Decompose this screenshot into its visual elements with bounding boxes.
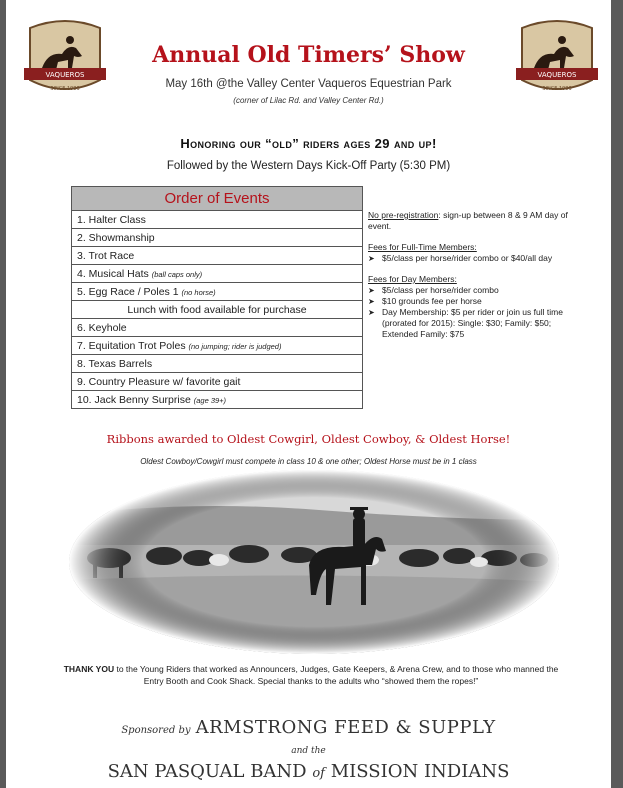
event-label: 7. Equitation Trot Poles	[77, 339, 186, 352]
event-row	[72, 211, 363, 229]
event-label: 5. Egg Race / Poles 1	[77, 285, 179, 298]
fulltime-fees-title: Fees for Full-Time Members:	[368, 242, 477, 252]
day-fees-title: Fees for Day Members:	[368, 274, 457, 284]
band-name-2: MISSION INDIANS	[330, 761, 510, 782]
thank-you-note	[61, 663, 561, 687]
event-cell	[72, 373, 363, 391]
event-cell	[72, 265, 363, 283]
event-label: Lunch with food available for purchase	[127, 303, 307, 316]
event-label: 1. Halter Class	[77, 213, 146, 226]
fee-item: ➤ $5/class per horse/rider combo	[368, 285, 578, 296]
event-row	[72, 337, 363, 355]
event-note: (ball caps only)	[151, 269, 203, 279]
band-of: of	[312, 766, 325, 781]
event-row	[72, 319, 363, 337]
event-label: 4. Musical Hats	[77, 267, 149, 280]
event-row	[72, 265, 363, 283]
location-corner: (corner of Lilac Rd. and Valley Center Rd.)	[233, 96, 384, 105]
event-row	[72, 247, 363, 265]
logo-bottom-text: SINCE 1983	[50, 86, 80, 92]
event-row	[72, 301, 363, 319]
event-cell	[72, 283, 363, 301]
thank-you-text: to the Young Riders that worked as Announcers, Judges, Gate Keepers, & Arena Crew, and to those who manned the Entry Booth and Cook Shack. Special thanks to the adults who “showed them the ropes!”	[114, 664, 559, 686]
event-label: 6. Keyhole	[77, 321, 127, 334]
event-date-location: May 16th @the Valley Center Vaqueros Equestrian Park	[165, 78, 452, 90]
sponsor-line	[6, 717, 611, 738]
event-note: (no horse)	[181, 287, 216, 297]
event-label: 2. Showmanship	[77, 231, 155, 244]
events-table-body	[72, 211, 363, 409]
sponsor-name: ARMSTRONG FEED & SUPPLY	[195, 717, 496, 738]
honoring-heading: Honoring our “old” riders ages 29 and up!	[180, 136, 437, 151]
fee-item: ➤ Day Membership: $5 per rider or join us full time (prorated for 2015): Single: $30; Family: $50; Extended Family: $75	[368, 307, 578, 340]
band-sponsor	[6, 761, 611, 782]
event-row	[72, 391, 363, 409]
preregistration-note	[368, 210, 578, 232]
event-label: 3. Trot Race	[77, 249, 135, 262]
event-cell	[72, 355, 363, 373]
event-row	[72, 229, 363, 247]
event-row	[72, 373, 363, 391]
event-cell	[72, 211, 363, 229]
fee-item: ➤ $10 grounds fee per horse	[368, 296, 578, 307]
event-note: (age 39+)	[193, 395, 227, 405]
fees-panel	[368, 210, 578, 340]
logo-text: VAQUEROS	[45, 71, 85, 79]
order-of-events-table	[71, 186, 363, 409]
sponsored-by-label: Sponsored by	[121, 725, 191, 736]
logo-text: VAQUEROS	[537, 71, 577, 79]
page-title: Annual Old Timers’ Show	[152, 42, 465, 68]
event-label: 8. Texas Barrels	[77, 357, 153, 370]
followed-by-text: Followed by the Western Days Kick-Off Party (5:30 PM)	[166, 160, 451, 172]
preregistration-label: No pre-registration	[368, 210, 439, 220]
cowboy-cattle-photo	[69, 470, 559, 655]
fulltime-fees	[368, 242, 578, 264]
preregistration-text: : sign-up between 8 & 9 AM day of event.	[368, 210, 568, 231]
ribbons-announcement: Ribbons awarded to Oldest Cowgirl, Oldest Cowboy, & Oldest Horse!	[106, 432, 511, 446]
oldest-rules-note: Oldest Cowboy/Cowgirl must compete in class 10 & one other; Oldest Horse must be in 1 class	[140, 457, 477, 466]
event-cell	[72, 247, 363, 265]
event-note: (no jumping; rider is judged)	[188, 341, 282, 351]
event-label: 9. Country Pleasure w/ favorite gait	[77, 375, 241, 388]
band-name-1: SAN PASQUAL BAND	[107, 761, 307, 782]
and-the-label: and the	[291, 746, 326, 756]
event-cell	[72, 229, 363, 247]
day-fees	[368, 274, 578, 340]
event-label: 10. Jack Benny Surprise	[77, 393, 191, 406]
day-fees-list	[368, 285, 578, 340]
event-row	[72, 283, 363, 301]
event-cell	[72, 337, 363, 355]
event-cell	[72, 319, 363, 337]
event-cell	[72, 391, 363, 409]
events-table-header: Order of Events	[72, 187, 363, 211]
logo-bottom-text: SINCE 1983	[542, 86, 572, 92]
fulltime-fees-list	[368, 253, 578, 264]
flyer-page	[6, 0, 611, 788]
fee-item: ➤ $5/class per horse/rider combo or $40/all day	[368, 253, 578, 264]
event-row	[72, 355, 363, 373]
thank-you-bold: THANK YOU	[63, 664, 115, 674]
event-cell	[72, 301, 363, 319]
